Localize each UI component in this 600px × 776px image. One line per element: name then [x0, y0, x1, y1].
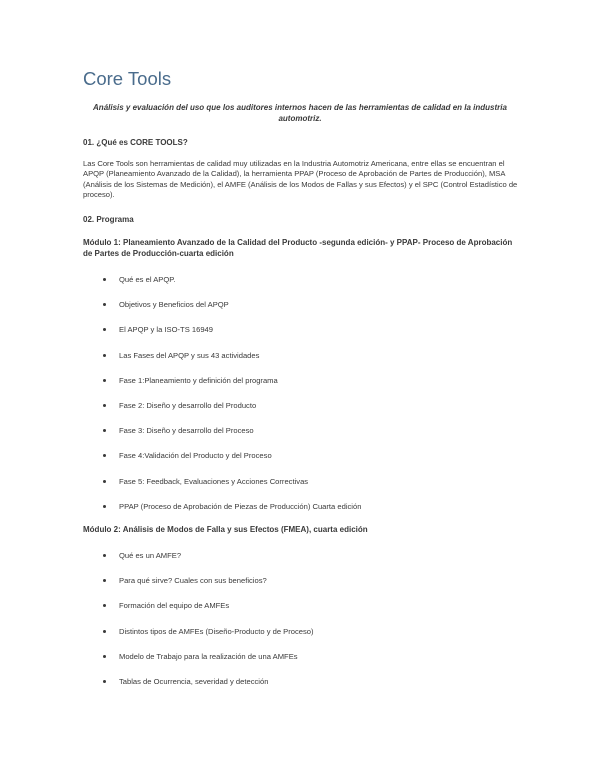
bullet-icon [103, 404, 106, 407]
list-item [0, 451, 600, 476]
module-2-list [0, 551, 600, 702]
bullet-icon [103, 680, 106, 683]
list-item-text: Qué es el APQP. [119, 275, 176, 284]
section-1-heading: 01. ¿Qué es CORE TOOLS? [83, 138, 188, 147]
list-item-text: Distintos tipos de AMFEs (Diseño-Producto y de Proceso) [119, 626, 314, 636]
list-item-text: Objetivos y Beneficios del APQP [119, 300, 229, 310]
bullet-icon [103, 480, 106, 483]
bullet-icon [103, 454, 106, 457]
bullet-icon [103, 429, 106, 432]
list-item [0, 551, 600, 576]
list-item-text: Qué es un AMFE? [119, 551, 182, 560]
list-item-text: PPAP (Proceso de Aprobación de Piezas de Producción) Cuarta edición [119, 501, 362, 511]
list-item [0, 627, 600, 652]
list-item [0, 426, 600, 451]
module-2-title: Módulo 2: Análisis de Modos de Falla y sus Efectos (FMEA), cuarta edición [83, 525, 368, 534]
bullet-icon [103, 554, 106, 557]
section-1-paragraph: Las Core Tools son herramientas de calidad muy utilizadas en la Industria Automotriz Americana, entre ellas se encuentran el APQP (Planeamiento Avanzado de la Calidad), la herramienta PPAP (Proceso de Aprobación de Partes de Producción), MSA (Análisis de los Sistemas de Medición), el AMFE (Análisis de los Modos de Fallas y sus Efectos) y el SPC (Control Estadístico de proceso). [83, 159, 518, 200]
bullet-icon [103, 604, 106, 607]
bullet-icon [103, 630, 106, 633]
bullet-icon [103, 655, 106, 658]
list-item [0, 325, 600, 350]
list-item [0, 275, 600, 300]
list-item [0, 677, 600, 702]
list-item-text: Tablas de Ocurrencia, severidad y detección [119, 676, 269, 686]
bullet-icon [103, 505, 106, 508]
list-item-text: Fase 2: Diseño y desarrollo del Producto [119, 400, 257, 410]
list-item [0, 576, 600, 601]
list-item [0, 376, 600, 401]
bullet-icon [103, 303, 106, 306]
list-item-text: Modelo de Trabajo para la realización de una AMFEs [119, 651, 298, 661]
list-item [0, 401, 600, 426]
section-2-heading: 02. Programa [83, 215, 134, 224]
list-item-text: Fase 3: Diseño y desarrollo del Proceso [119, 426, 254, 436]
list-item-text: El APQP y la ISO-TS 16949 [119, 325, 213, 335]
document-subtitle: Análisis y evaluación del uso que los auditores internos hacen de las herramientas de calidad en la industria automotriz. [93, 103, 507, 123]
bullet-icon [103, 354, 106, 357]
list-item [0, 351, 600, 376]
list-item-text: Formación del equipo de AMFEs [119, 601, 230, 611]
bullet-icon [103, 278, 106, 281]
list-item [0, 601, 600, 626]
list-item-text: Para qué sirve? Cuales con sus beneficios? [119, 576, 267, 586]
module-1-title: Módulo 1: Planeamiento Avanzado de la Calidad del Producto -segunda edición- y PPAP- Proceso de Aprobación de Partes de Producción-cuarta edición [83, 238, 513, 258]
bullet-icon [103, 328, 106, 331]
bullet-icon [103, 379, 106, 382]
page-title: Core Tools [83, 68, 172, 89]
list-item [0, 477, 600, 502]
list-item [0, 300, 600, 325]
list-item [0, 652, 600, 677]
list-item-text: Fase 1:Planeamiento y definición del programa [119, 375, 278, 385]
module-1-list [0, 275, 600, 527]
list-item-text: Fase 5: Feedback, Evaluaciones y Acciones Correctivas [119, 476, 309, 486]
list-item-text: Las Fases del APQP y sus 43 actividades [119, 350, 260, 360]
bullet-icon [103, 579, 106, 582]
list-item-text: Fase 4:Validación del Producto y del Proceso [119, 451, 272, 461]
